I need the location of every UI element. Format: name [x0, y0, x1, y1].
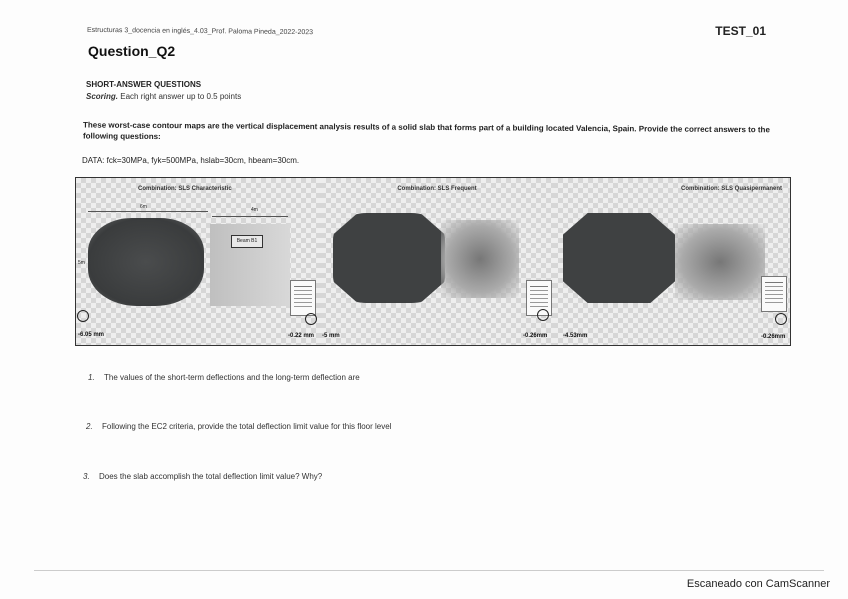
min-deflection-label: -5 mm [322, 333, 340, 339]
max-deflection-label: -0.26mm [523, 333, 548, 339]
panel-combination-label: Combination: SLS Frequent [397, 186, 477, 192]
contour-low-region [675, 224, 765, 300]
min-marker-circle [77, 310, 89, 322]
contour-max-region [563, 213, 675, 303]
question-3 [83, 472, 322, 481]
dimension-label-5m: 5m [78, 260, 85, 266]
min-deflection-label: -6.05 mm [78, 332, 105, 338]
max-deflection-label: -0.26mm [761, 334, 786, 340]
contour-panel-quasipermanent [553, 178, 790, 345]
page-edge [34, 570, 824, 571]
max-deflection-label: -0.22 mm [288, 333, 315, 339]
test-id: TEST_01 [715, 24, 766, 38]
scoring-label: Scoring. [86, 92, 119, 101]
question-text: Does the slab accomplish the total deflection limit value? Why? [99, 472, 323, 481]
panel-combination-label: Combination: SLS Characteristic [138, 186, 232, 192]
contour-panel-characteristic [76, 178, 322, 345]
data-line: DATA: fck=30MPa, fyk=500MPa, hslab=30cm, hbeam=30cm. [82, 156, 300, 165]
dimension-line [212, 216, 288, 217]
question-number: 3. [83, 472, 90, 481]
contour-low-region [441, 220, 519, 298]
question-title: Question_Q2 [88, 43, 176, 59]
question-number: 1. [88, 373, 95, 382]
question-1 [88, 373, 360, 382]
course-header: Estructuras 3_docencia en inglés_4.03_Prof. Paloma Pineda_2022-2023 [86, 26, 314, 37]
scoring-line [86, 92, 241, 101]
dimension-line [88, 211, 208, 212]
scoring-text: Each right answer up to 0.5 points [118, 92, 242, 101]
contour-figure [75, 177, 791, 346]
intro-paragraph: These worst-case contour maps are the vertical displacement analysis results of a solid slab that forms part of a building located Valencia, Spain. Provide the correct answers to the following questions: [82, 120, 770, 142]
scanner-watermark: Escaneado con CamScanner [686, 578, 830, 590]
max-marker-circle [537, 309, 549, 321]
question-2 [86, 422, 391, 431]
panel-combination-label: Combination: SLS Quasipermanent [680, 186, 782, 192]
contour-max-region [333, 213, 445, 303]
min-deflection-label: -4.53mm [563, 333, 588, 339]
question-text: Following the EC2 criteria, provide the total deflection limit value for this floor level [102, 422, 392, 431]
section-title: SHORT-ANSWER QUESTIONS [86, 80, 202, 89]
question-text: The values of the short-term deflections and the long-term deflection are [104, 373, 360, 382]
max-marker-circle [775, 313, 787, 325]
contour-max-region [88, 218, 204, 306]
dimension-label-6m: 6m [140, 204, 147, 210]
beam-label: Beam B1 [231, 235, 263, 248]
dimension-label-4m: 4m [251, 207, 258, 213]
contour-panel-frequent [321, 178, 554, 345]
contour-legend [290, 280, 316, 316]
question-number: 2. [86, 422, 93, 431]
contour-legend [761, 276, 787, 312]
max-marker-circle [305, 313, 317, 325]
